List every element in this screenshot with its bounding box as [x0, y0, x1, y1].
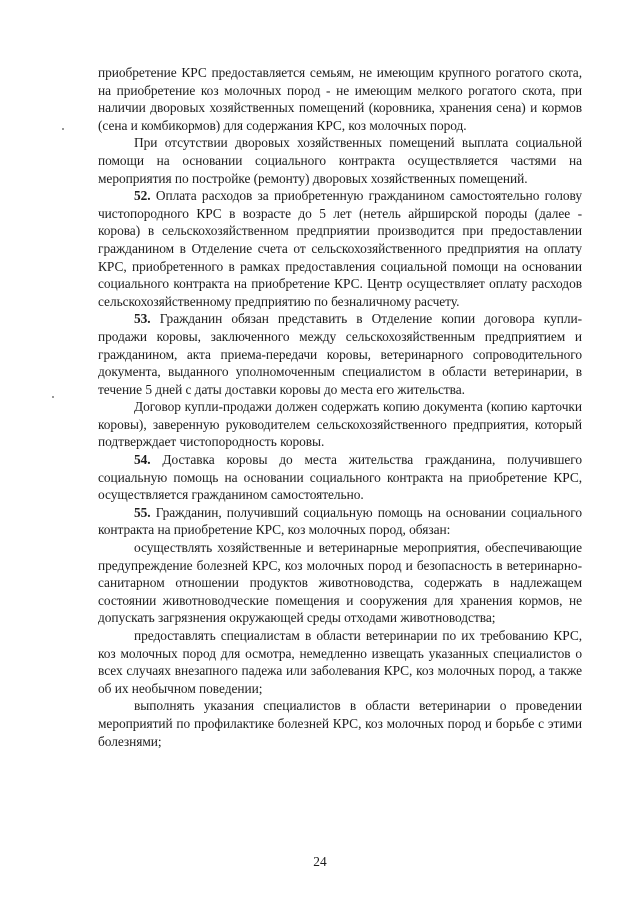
paragraph	[98, 398, 582, 451]
paragraph	[98, 64, 582, 134]
paragraph-text: предоставлять специалистам в области ветеринарии по их требованию КРС, коз молочных пород для осмотра, немедленно извещать указанных специалистов о всех случаях внезапного падежа или заболевания КРС, коз молочных пород, а также об их необычном поведении;	[98, 628, 582, 696]
clause-number: 53.	[134, 311, 151, 327]
clause-number: 54.	[134, 452, 151, 468]
paragraph-text: выполнять указания специалистов в области ветеринарии о проведении мероприятий по профилактике болезней КРС, коз молочных пород и борьбе с этими болезнями;	[98, 698, 582, 749]
paragraph-text: Оплата расходов за приобретенную гражданином самостоятельно голову чистопородного КРС в возрасте до 5 лет (нетель айрширской породы (далее - корова) в сельскохозяйственном предприятии производится при предоставлении гражданином в Отделение счета от сельскохозяйственного предприятия на оплату КРС, приобретенного в рамках предоставления социальной помощи на основании социального контракта на приобретение КРС. Центр осуществляет оплату расходов сельскохозяйственному предприятию по безналичному расчету.	[98, 188, 582, 309]
paragraph-text: Гражданин, получивший социальную помощь на основании социального контракта на приобретение КРС, коз молочных пород, обязан:	[98, 504, 582, 538]
scan-speck	[52, 396, 54, 398]
paragraph-text: приобретение КРС предоставляется семьям, не имеющим крупного рогатого скота, на приобретение коз молочных пород - не имеющим мелкого рогатого скота, при наличии дворовых хозяйственных помещений (коровника, хранения сена) и кормов (сена и комбикормов) для содержания КРС, коз молочных пород.	[98, 65, 582, 133]
paragraph	[98, 504, 582, 539]
page-number: 24	[313, 854, 327, 869]
paragraph	[98, 539, 582, 627]
paragraph	[98, 187, 582, 310]
paragraph	[98, 697, 582, 750]
paragraph	[98, 627, 582, 697]
scan-speck	[62, 128, 64, 130]
document-body	[98, 64, 582, 750]
paragraph	[98, 134, 582, 187]
paragraph-text: осуществлять хозяйственные и ветеринарные мероприятия, обеспечивающие предупреждение болезней КРС, коз молочных пород и безопасность в ветеринарно-санитарном отношении продуктов животноводства, содержать в надлежащем состоянии животноводческие помещения и сооружения для хранения кормов, не допускать загрязнения окружающей среды отходами животноводства;	[98, 540, 582, 626]
paragraph	[98, 310, 582, 398]
paragraph	[98, 451, 582, 504]
clause-number: 52.	[134, 188, 151, 204]
paragraph-text: При отсутствии дворовых хозяйственных помещений выплата социальной помощи на основании социального контракта осуществляется частями на мероприятия по постройке (ремонту) дворовых хозяйственных помещений.	[98, 135, 582, 186]
paragraph-text: Гражданин обязан представить в Отделение копии договора купли-продажи коровы, заключенного между сельскохозяйственным предприятием и гражданином, акта приема-передачи коровы, ветеринарного сопроводительного документа, выданного уполномоченным специалистом в области ветеринарии, в течение 5 дней с даты доставки коровы до места его жительства.	[98, 311, 582, 397]
paragraph-text: Доставка коровы до места жительства гражданина, получившего социальную помощь на основании социального контракта на приобретение КРС, осуществляется гражданином самостоятельно.	[98, 452, 582, 503]
paragraph-text: Договор купли-продажи должен содержать копию документа (копию карточки коровы), заверенную руководителем сельскохозяйственного предприятия, который подтверждает чистопородность коровы.	[98, 399, 582, 450]
clause-number: 55.	[134, 504, 151, 520]
